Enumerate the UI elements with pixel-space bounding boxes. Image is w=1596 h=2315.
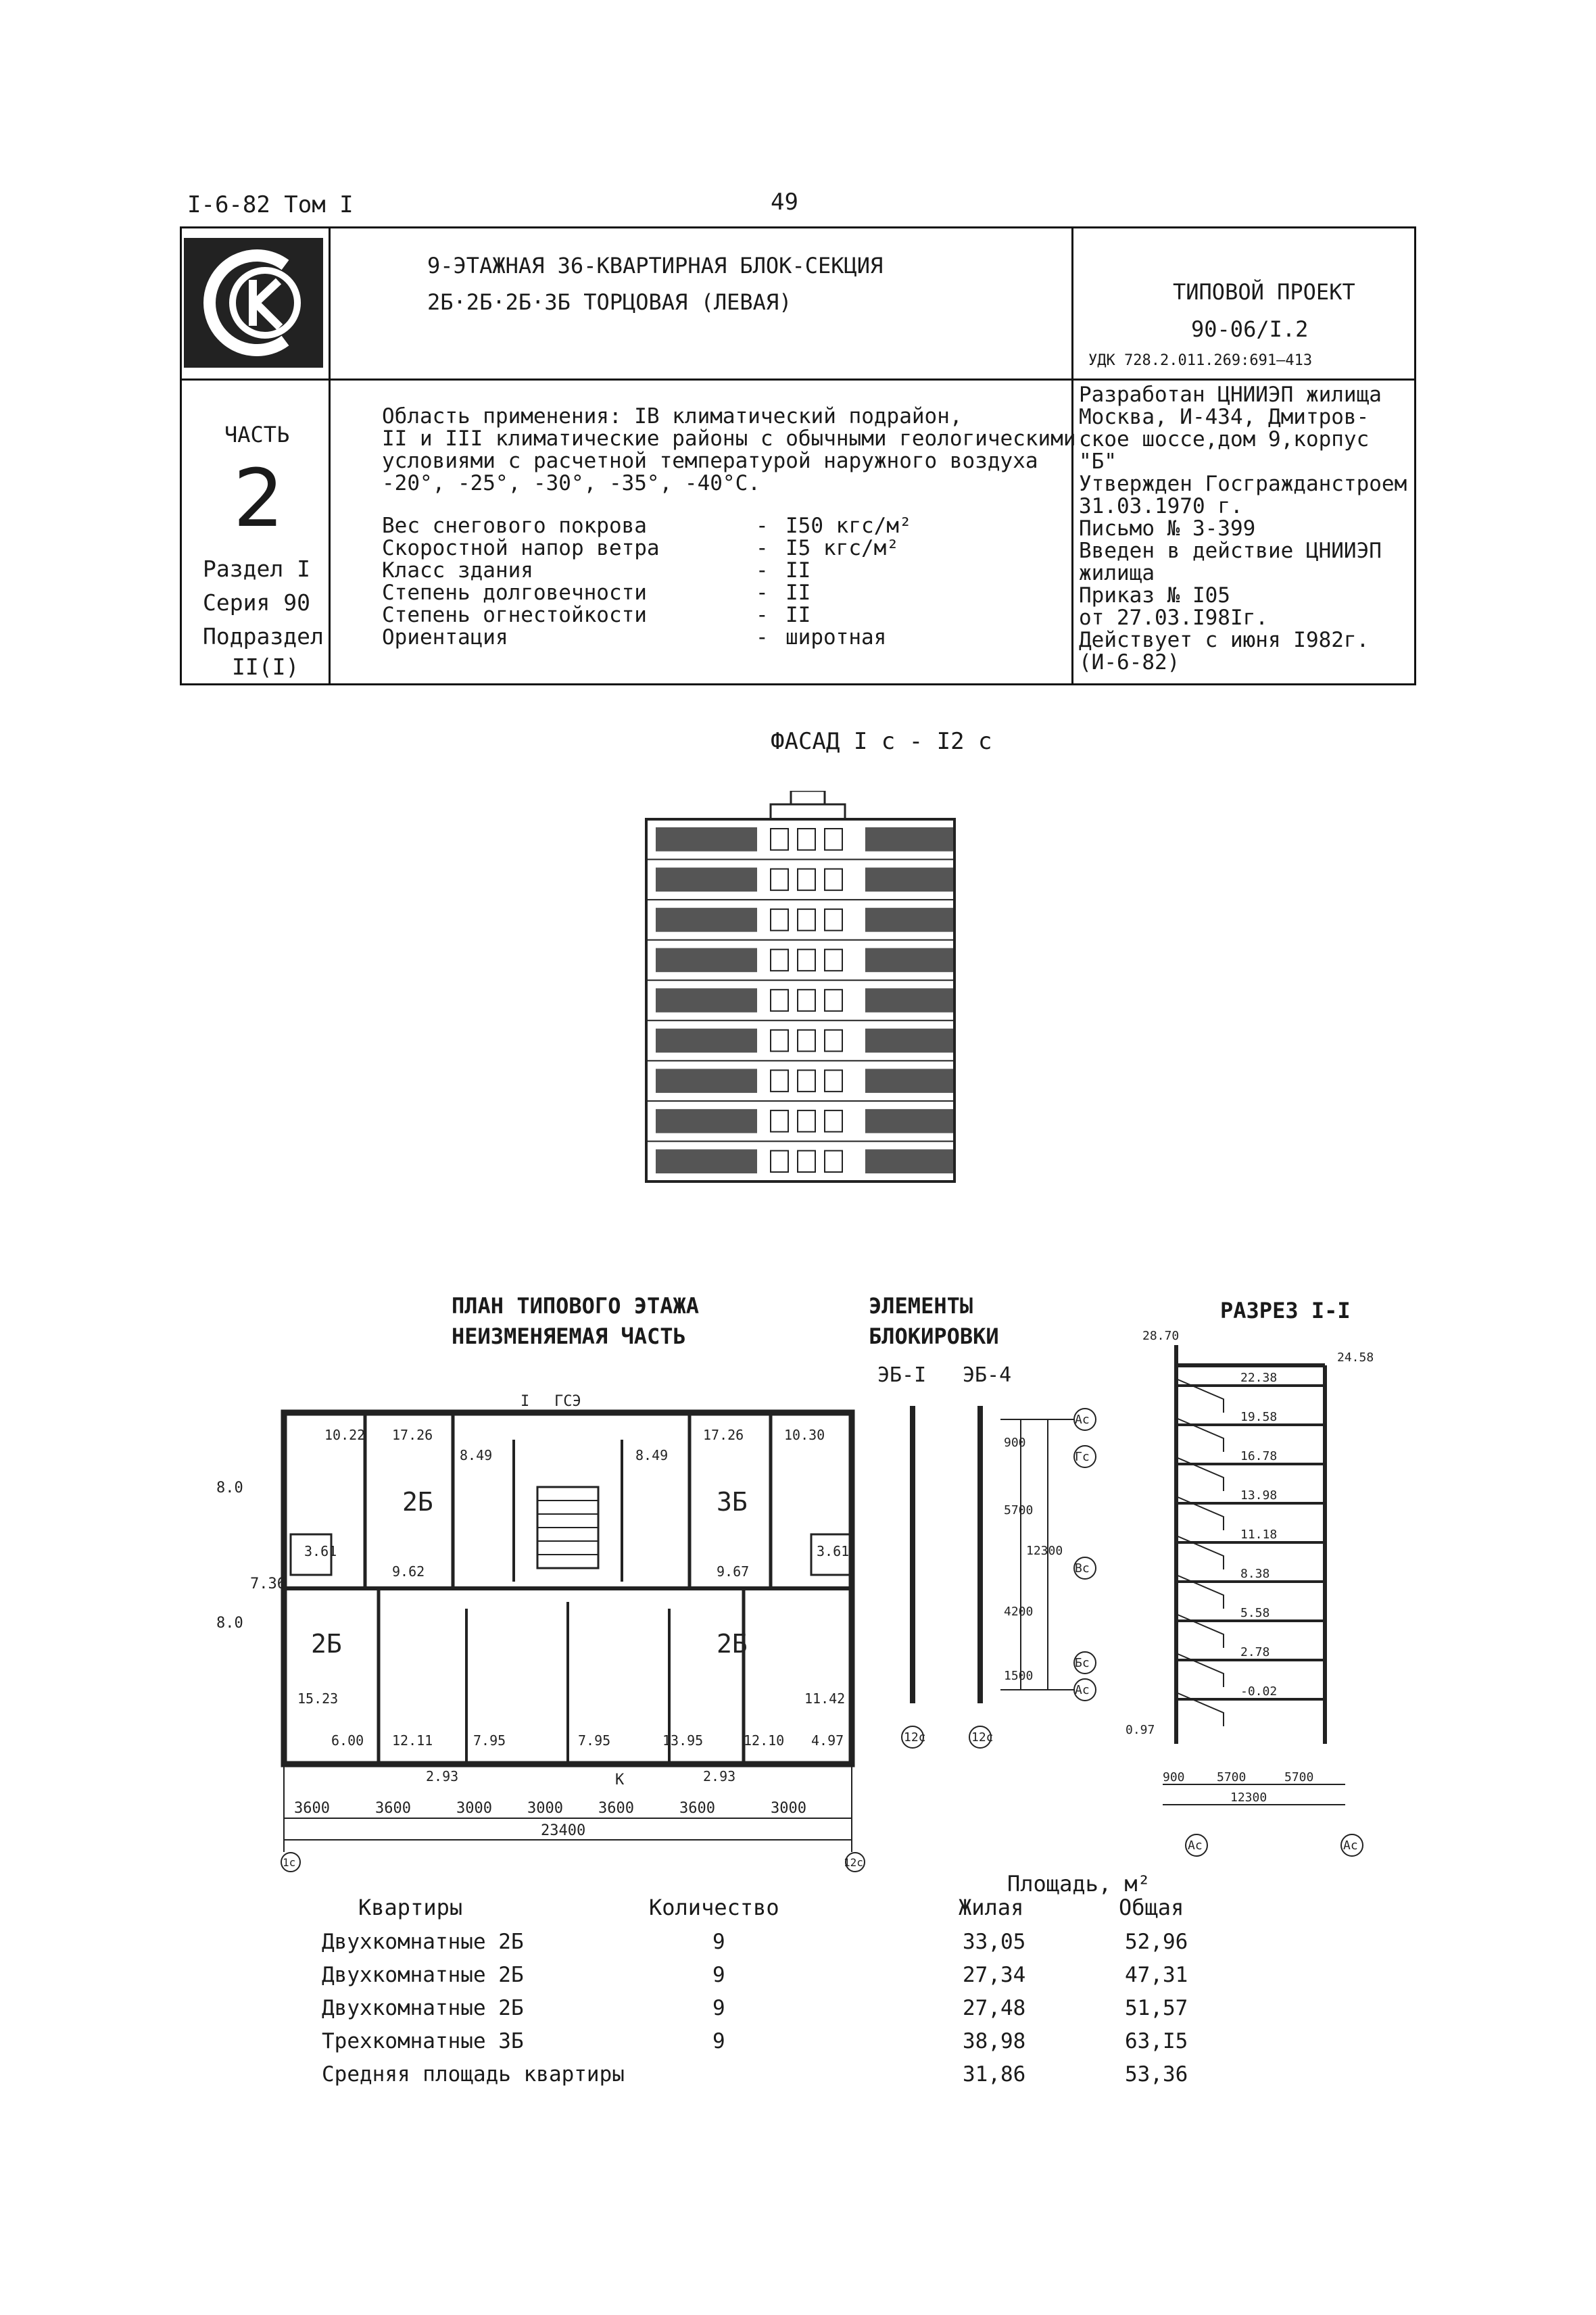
section-svg: [1122, 1325, 1420, 1866]
level-label: 24.58: [1337, 1350, 1374, 1365]
axis-label: Бс: [1075, 1656, 1090, 1670]
scope-line: условиями с расчетной температурой наружного воздуха: [382, 449, 1038, 473]
spec-label: Степень огнестойкости: [382, 603, 647, 627]
col-apartments: Квартиры: [358, 1895, 463, 1920]
approval-line: Действует с июня I982г.: [1079, 628, 1370, 652]
avg-total: 53,36: [1125, 2062, 1188, 2087]
table-row: [322, 2024, 1188, 2057]
level-label: 19.58: [1240, 1410, 1278, 1424]
section-stair: [1176, 1575, 1224, 1609]
facade-balcony: [656, 827, 757, 852]
axis-label: Гс: [1075, 1450, 1090, 1464]
doc-code: I-6-82 Том I: [187, 191, 354, 218]
blocking-svg: [879, 1392, 1109, 1771]
facade-window: [825, 950, 842, 971]
total-dim: 23400: [541, 1822, 586, 1839]
approval-line: от 27.03.I98Iг.: [1079, 606, 1268, 630]
area-label: 8.49: [460, 1447, 493, 1463]
dim-label: 3000: [527, 1800, 563, 1817]
facade-window: [798, 869, 815, 891]
facade-window: [771, 1150, 788, 1172]
area-label: 6.00: [331, 1732, 364, 1749]
facade-window: [825, 1111, 842, 1132]
vert-dim: 4200: [1004, 1605, 1034, 1619]
section-stair: [1176, 1692, 1224, 1726]
facade-window: [825, 990, 842, 1011]
table-row: [322, 1925, 1188, 1958]
area-label: 17.26: [392, 1427, 433, 1443]
table-row-average: [322, 2057, 1188, 2091]
subsection-value: II(I): [232, 654, 299, 680]
spec-dash: -: [756, 625, 769, 650]
dim-label: 3600: [294, 1800, 330, 1817]
facade-balcony: [865, 1149, 953, 1173]
dim-label: 3600: [598, 1800, 634, 1817]
level-mark: 8.0: [216, 1615, 243, 1632]
level-label: 22.38: [1240, 1371, 1278, 1385]
avg-label: Средняя площадь квартиры: [322, 2062, 625, 2087]
facade-window: [771, 1030, 788, 1052]
facade-window: [771, 1111, 788, 1132]
approval-line: Разработан ЦНИИЭП жилища: [1079, 383, 1382, 407]
facade-balcony: [656, 1149, 757, 1173]
apt-qty: 9: [712, 1929, 725, 1954]
dim-label: 3600: [679, 1800, 715, 1817]
stamp-divider-h: [180, 379, 1416, 381]
facade-window: [798, 1030, 815, 1052]
spec-values: [785, 515, 912, 649]
area-label: 10.22: [324, 1427, 366, 1443]
subsection-label: Подраздел: [203, 623, 324, 650]
k-mark: K: [615, 1772, 625, 1788]
apartments-table: [322, 1925, 1188, 2091]
apt-name: Двухкомнатные 2Б: [322, 1962, 524, 1987]
approval-line: Приказ № I05: [1079, 583, 1230, 608]
facade-balcony: [656, 868, 757, 892]
facade-window: [798, 1070, 815, 1092]
facade-window: [825, 909, 842, 931]
area-label: 17.26: [703, 1427, 744, 1443]
spec-value: широтная: [785, 625, 887, 650]
axis-label: 1с: [283, 1856, 296, 1869]
approval-line: Москва, И-434, Дмитров-: [1079, 405, 1370, 429]
spec-dash: -: [756, 536, 769, 560]
spec-label: Ориентация: [382, 625, 508, 650]
approval-line: 31.03.1970 г.: [1079, 494, 1243, 518]
table-row: [322, 1958, 1188, 1991]
section-mark: I: [521, 1393, 530, 1410]
apt-total: 63,I5: [1125, 2028, 1188, 2053]
axis-label: Ас: [1075, 1683, 1090, 1697]
area-label: 12.11: [392, 1732, 433, 1749]
level-label: 28.70: [1142, 1329, 1180, 1343]
area-label: 10.30: [784, 1427, 825, 1443]
approval-block: [1079, 384, 1407, 674]
facade-window: [825, 1070, 842, 1092]
apt-living: 27,48: [963, 1995, 1026, 2020]
area-label: 4.97: [811, 1732, 844, 1749]
area-label: 2.93: [703, 1768, 736, 1784]
approval-line: "Б": [1079, 449, 1117, 474]
section-stair: [1176, 1653, 1224, 1687]
scope-line: -20°, -25°, -30°, -35°, -40°С.: [382, 471, 760, 495]
facade-window: [798, 950, 815, 971]
avg-living: 31,86: [963, 2062, 1026, 2087]
facade-window: [771, 990, 788, 1011]
facade-window: [825, 1150, 842, 1172]
scope-block: [382, 406, 1076, 495]
axis-label: 12с: [971, 1730, 994, 1745]
vert-dim: 12300: [1026, 1544, 1063, 1558]
vert-dim: 1500: [1004, 1669, 1034, 1683]
level-label: 5.58: [1240, 1606, 1270, 1620]
area-header: Площадь, м²: [1007, 1871, 1151, 1897]
section-dim: 5700: [1217, 1770, 1247, 1784]
apt-label: 2Б: [717, 1629, 748, 1659]
floor-plan: [203, 1386, 879, 1875]
apt-name: Трехкомнатные 3Б: [322, 2028, 524, 2053]
vert-dim: 5700: [1004, 1503, 1034, 1517]
apt-living: 33,05: [963, 1929, 1026, 1954]
area-label: 3.61: [304, 1543, 337, 1559]
apt-living: 38,98: [963, 2028, 1026, 2053]
area-label: 12.10: [744, 1732, 785, 1749]
facade-balcony: [656, 1109, 757, 1134]
facade-balcony: [865, 948, 953, 973]
apt-qty: 9: [712, 1995, 725, 2020]
level-label: -0.02: [1240, 1684, 1278, 1699]
approval-line: жилища: [1079, 561, 1155, 585]
facade-svg: [642, 791, 960, 1190]
approval-line: Введен в действие ЦНИИЭП: [1079, 539, 1382, 563]
section-label: Раздел I: [203, 556, 310, 582]
facade-window: [825, 869, 842, 891]
logo: [184, 238, 323, 368]
facade-balcony: [865, 1069, 953, 1093]
axis-label: 12с: [904, 1730, 926, 1745]
level-label: 0.97: [1126, 1723, 1155, 1737]
area-label: 9.62: [392, 1563, 425, 1580]
facade-window: [825, 829, 842, 850]
spec-dash: -: [756, 581, 769, 605]
blocking-title-2: БЛОКИРОВКИ: [869, 1323, 999, 1349]
spec-dash: -: [756, 514, 769, 538]
spec-value: II: [785, 581, 811, 605]
dim-label: 3000: [456, 1800, 492, 1817]
blocking-el1: ЭБ-I: [877, 1363, 927, 1387]
col-quantity: Количество: [649, 1895, 779, 1920]
blocking-title-1: ЭЛЕМЕНТЫ: [869, 1293, 973, 1319]
level-label: 8.38: [1240, 1567, 1270, 1581]
blocking-el2: ЭБ-4: [963, 1363, 1012, 1387]
dim-label: 3000: [771, 1800, 806, 1817]
apt-total: 52,96: [1125, 1929, 1188, 1954]
part-label: ЧАСТЬ: [224, 422, 290, 447]
section-stair: [1176, 1496, 1224, 1530]
spec-dashes: [756, 515, 769, 649]
approval-line: Утвержден Госгражданстроем: [1079, 472, 1407, 496]
facade-window: [771, 1070, 788, 1092]
section-stair: [1176, 1536, 1224, 1569]
area-label: 13.95: [662, 1732, 704, 1749]
apt-living: 27,34: [963, 1962, 1026, 1987]
approval-line: (И-6-82): [1079, 650, 1180, 675]
project-label: ТИПОВОЙ ПРОЕКТ: [1173, 279, 1355, 305]
level-mark: 8.0: [216, 1480, 243, 1496]
area-label: 2.93: [426, 1768, 459, 1784]
approval-line: ское шоссе,дом 9,корпус: [1079, 427, 1370, 452]
facade-balcony: [865, 1109, 953, 1134]
area-label: 7.95: [473, 1732, 506, 1749]
facade-window: [798, 990, 815, 1011]
col-total: Общая: [1119, 1895, 1184, 1920]
project-number: 90-06/I.2: [1191, 316, 1309, 342]
section-dim: 900: [1163, 1770, 1185, 1784]
spec-value: II: [785, 558, 811, 583]
facade-window: [771, 950, 788, 971]
facade-balcony: [865, 988, 953, 1013]
area-label: 11.42: [804, 1690, 846, 1707]
plan-title-2: НЕИЗМЕНЯЕМАЯ ЧАСТЬ: [452, 1323, 686, 1349]
series-label: Серия 90: [203, 589, 310, 616]
approval-line: Письмо № 3-399: [1079, 516, 1256, 541]
section-drawing: [1122, 1325, 1420, 1868]
apt-label: 3Б: [717, 1487, 748, 1517]
level-label: 13.98: [1240, 1488, 1278, 1503]
apt-name: Двухкомнатные 2Б: [322, 1995, 524, 2020]
section-stair: [1176, 1614, 1224, 1648]
facade-window: [825, 1030, 842, 1052]
axis-label: Вс: [1075, 1561, 1090, 1576]
facade-drawing: [642, 791, 960, 1192]
spec-value: I50 кгс/м²: [785, 514, 912, 538]
part-number: 2: [233, 452, 285, 545]
facade-window: [771, 869, 788, 891]
dim-label: 3600: [375, 1800, 411, 1817]
facade-balcony: [865, 1029, 953, 1053]
spec-label: Скоростной напор ветра: [382, 536, 660, 560]
facade-balcony: [865, 908, 953, 932]
level-label: 2.78: [1240, 1645, 1270, 1659]
stamp-title-2: 2Б·2Б·2Б·3Б ТОРЦОВАЯ (ЛЕВАЯ): [427, 289, 792, 315]
level-label: 11.18: [1240, 1528, 1278, 1542]
facade-balcony: [656, 1069, 757, 1093]
level-label: 16.78: [1240, 1449, 1278, 1463]
stamp-divider-v1: [329, 226, 331, 683]
facade-window: [798, 1111, 815, 1132]
scope-line: Область применения: IВ климатический подрайон,: [382, 404, 963, 429]
udk: УДК 728.2.011.269:691—413: [1088, 352, 1313, 369]
gse-mark: ГСЭ: [554, 1393, 581, 1410]
facade-window: [771, 909, 788, 931]
facade-balcony: [865, 827, 953, 852]
axis-label: Ас: [1343, 1838, 1358, 1853]
apt-name: Двухкомнатные 2Б: [322, 1929, 524, 1954]
vert-dim: 900: [1004, 1436, 1026, 1450]
section-stair: [1176, 1379, 1224, 1413]
page-number: 49: [771, 189, 798, 216]
apt-label: 2Б: [311, 1629, 342, 1659]
apt-qty: 9: [712, 1962, 725, 1987]
plan-title-1: ПЛАН ТИПОВОГО ЭТАЖА: [452, 1293, 700, 1319]
area-label: 9.67: [717, 1563, 750, 1580]
section-dim: 5700: [1284, 1770, 1314, 1784]
ck-logo-icon: [184, 238, 323, 368]
area-label: 15.23: [297, 1690, 339, 1707]
apt-total: 47,31: [1125, 1962, 1188, 1987]
spec-value: II: [785, 603, 811, 627]
level-mark: 7.36: [250, 1576, 286, 1592]
spec-labels: [382, 515, 660, 649]
axis-label: 12с: [844, 1856, 863, 1869]
facade-balcony: [865, 868, 953, 892]
apt-total: 51,57: [1125, 1995, 1188, 2020]
facade-balcony: [656, 908, 757, 932]
facade-title: ФАСАД I с - I2 с: [771, 728, 992, 755]
section-title: РАЗРЕЗ I-I: [1220, 1298, 1351, 1323]
facade-window: [798, 909, 815, 931]
floor-plan-svg: [203, 1386, 879, 1872]
area-label: 8.49: [635, 1447, 669, 1463]
spec-label: Степень долговечности: [382, 581, 647, 605]
section-stair: [1176, 1418, 1224, 1452]
scope-line: II и III климатические районы с обычными геологическими: [382, 427, 1076, 451]
spec-dash: -: [756, 558, 769, 583]
facade-balcony: [656, 948, 757, 973]
apt-qty: 9: [712, 2028, 725, 2053]
facade-window: [798, 829, 815, 850]
spec-label: Класс здания: [382, 558, 533, 583]
stamp-title-1: 9-ЭТАЖНАЯ 36-КВАРТИРНАЯ БЛОК-СЕКЦИЯ: [427, 253, 884, 278]
facade-balcony: [656, 988, 757, 1013]
facade-window: [798, 1150, 815, 1172]
spec-label: Вес снегового покрова: [382, 514, 647, 538]
blocking-drawing: [879, 1392, 1109, 1774]
area-label: 3.61: [817, 1543, 850, 1559]
spec-dash: -: [756, 603, 769, 627]
table-row: [322, 1991, 1188, 2024]
col-living: Жилая: [959, 1895, 1024, 1920]
spec-value: I5 кгс/м²: [785, 536, 899, 560]
section-stair: [1176, 1457, 1224, 1491]
area-label: 7.95: [578, 1732, 611, 1749]
axis-label: Ас: [1075, 1413, 1090, 1427]
facade-window: [771, 829, 788, 850]
axis-label: Ас: [1188, 1838, 1203, 1853]
section-total: 12300: [1230, 1790, 1267, 1805]
facade-balcony: [656, 1029, 757, 1053]
apt-label: 2Б: [402, 1487, 433, 1517]
